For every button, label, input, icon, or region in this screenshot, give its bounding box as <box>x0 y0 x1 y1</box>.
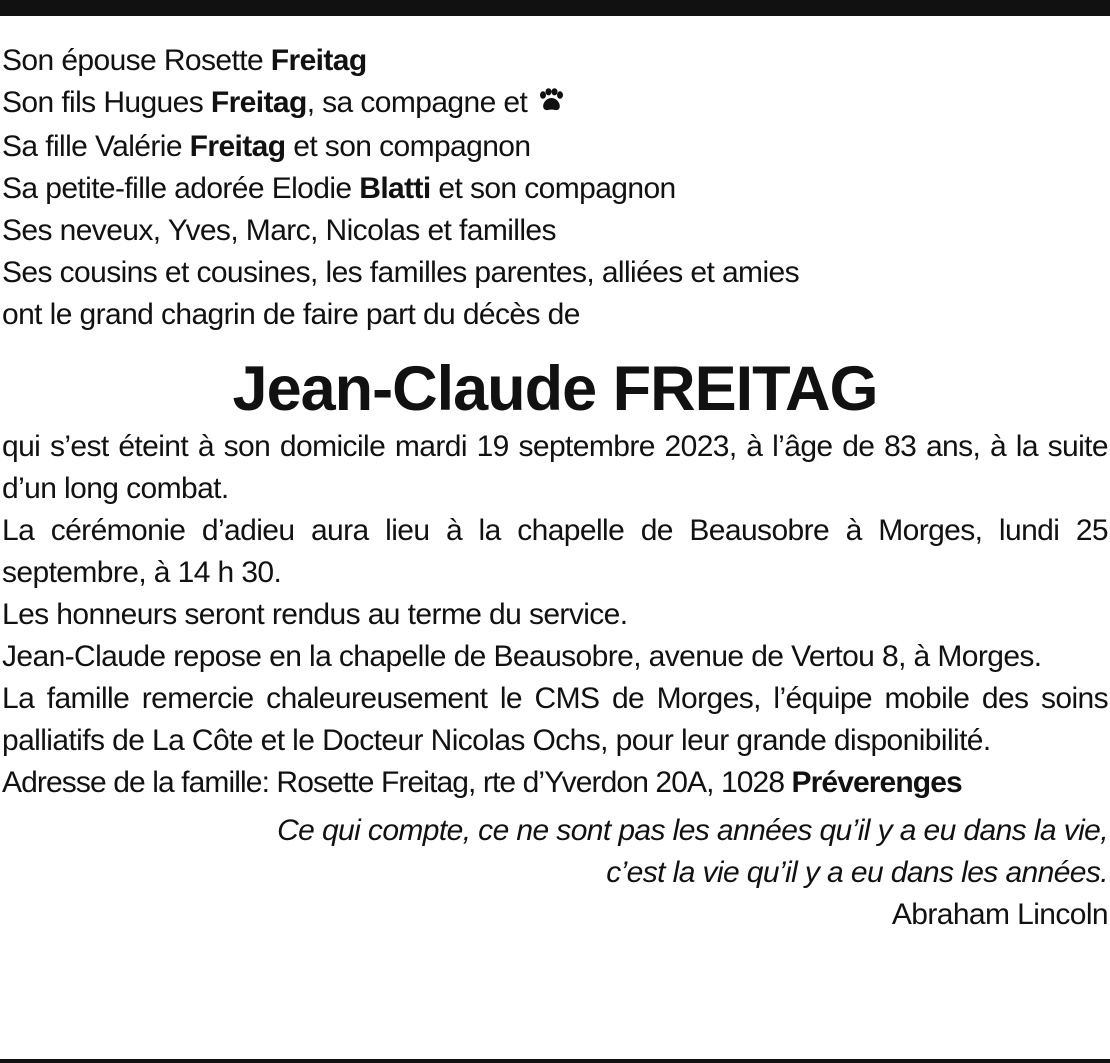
quote-block <box>2 810 1108 936</box>
paragraph-thanks: La famille remercie chaleureusement le CMS de Morges, l’équipe mobile des soins palliatifs de La Côte et le Docteur Nicolas Ochs, pour leur grande disponibilité. <box>2 682 1108 757</box>
top-rule <box>0 0 1110 16</box>
family-line-cousins: Ses cousins et cousines, les familles parentes, alliées et amies <box>2 256 800 289</box>
family-line-spouse: Son épouse Rosette Freitag <box>2 44 367 77</box>
bottom-rule <box>0 1059 1110 1063</box>
paragraph-resting-place: Jean-Claude repose en la chapelle de Beausobre, avenue de Vertou 8, à Morges. <box>2 640 1042 673</box>
family-line-son: Son fils Hugues Freitag, sa compagne et <box>2 82 1108 126</box>
paragraph-death-details: qui s’est éteint à son domicile mardi 19 septembre 2023, à l’âge de 83 ans, à la suite d’un long combat. <box>2 430 1108 505</box>
family-line-nephews: Ses neveux, Yves, Marc, Nicolas et familles <box>2 214 556 247</box>
family-line-daughter: Sa fille Valérie Freitag et son compagnon <box>2 130 531 163</box>
paragraph-honours: Les honneurs seront rendus au terme du service. <box>2 598 628 631</box>
notice-body <box>2 426 1108 762</box>
paw-print-icon <box>537 84 565 126</box>
quote-line-2: c’est la vie qu’il y a eu dans les années. <box>606 856 1108 889</box>
quote-line-1: Ce qui compte, ce ne sont pas les années qu’il y a eu dans la vie, <box>277 814 1108 847</box>
quote-author: Abraham Lincoln <box>891 898 1108 931</box>
family-address: Adresse de la famille: Rosette Freitag, rte d’Yverdon 20A, 1028 Préverenges <box>2 766 962 799</box>
obituary-notice <box>2 40 1108 936</box>
family-line-announcement: ont le grand chagrin de faire part du décès de <box>2 298 580 331</box>
family-line-granddaughter: Sa petite-fille adorée Elodie Blatti et son compagnon <box>2 172 676 205</box>
deceased-name: Jean-Claude FREITAG <box>232 354 878 424</box>
paragraph-ceremony: La cérémonie d’adieu aura lieu à la chapelle de Beausobre à Morges, lundi 25 septembre, à 14 h 30. <box>2 514 1108 589</box>
family-list <box>2 40 1108 336</box>
